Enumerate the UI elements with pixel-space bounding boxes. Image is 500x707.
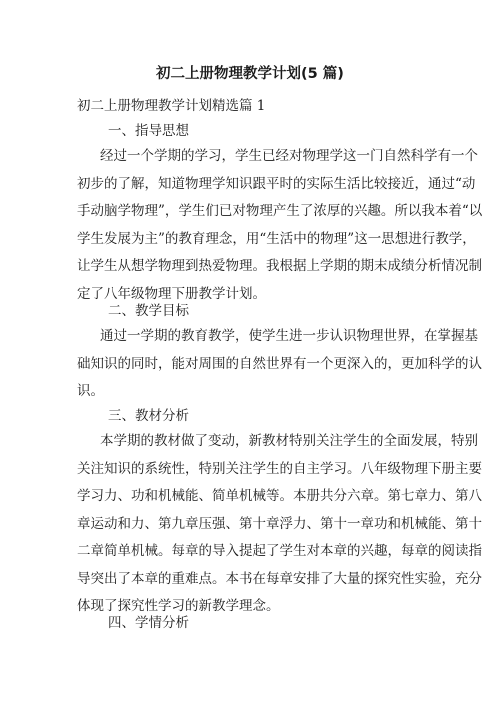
- paragraph-line: 识。: [77, 383, 104, 399]
- paragraph-line: 章运动和力、第九章压强、第十章浮力、第十一章功和机械能、第十: [77, 515, 482, 532]
- paragraph-line: 体现了探究性学习的新教学理念。: [77, 598, 280, 614]
- paragraph-line: 初步的了解，知道物理学知识跟平时的实际生活比较接近，通过“动: [77, 175, 476, 192]
- paragraph-line: 定了八年级物理下册教学计划。: [77, 285, 266, 302]
- paragraph-line: 本学期的教材做了变动，新教材特别关注学生的全面发展，特别: [100, 433, 478, 449]
- paragraph-line: 手动脑学物理”，学生们已对物理产生了浓厚的兴趣。所以我本着“以: [77, 203, 483, 219]
- document-subtitle: 初二上册物理教学计划精选篇 1: [77, 98, 266, 114]
- section-paragraph-teaching-goals: [77, 326, 482, 409]
- section-heading-teaching-goals: 二、教学目标: [108, 303, 189, 319]
- paragraph-line: 学生发展为主”的教育理念，用“生活中的物理”这一思想进行教学，: [77, 230, 476, 247]
- paragraph-line: 二章简单机械。每章的导入提起了学生对本章的兴趣，每章的阅读指: [77, 543, 482, 559]
- section-paragraph-textbook-analysis: [77, 431, 482, 624]
- paragraph-line: 通过一学期的教育教学，使学生进一步认识物理世界，在掌握基: [100, 328, 478, 344]
- section-heading-textbook-analysis: 三、教材分析: [108, 408, 189, 424]
- section-heading-student-analysis: 四、学情分析: [108, 615, 189, 631]
- paragraph-line: 关注知识的系统性，特别关注学生的自主学习。八年级物理下册主要: [77, 460, 482, 477]
- paragraph-line: 学习力、功和机械能、简单机械等。本册共分六章。第七章力、第八: [77, 488, 482, 504]
- paragraph-line: 础知识的同时，能对周围的自然世界有一个更深入的，更加科学的认: [77, 355, 482, 372]
- paragraph-line: 导突出了本章的重难点。本书在每章安排了大量的探究性实验，充分: [77, 570, 482, 587]
- document-title: 初二上册物理教学计划(5 篇): [156, 66, 344, 82]
- section-paragraph-guiding-ideology: [77, 146, 483, 311]
- paragraph-line: 经过一个学期的学习，学生已经对物理学这一门自然科学有一个: [100, 148, 478, 164]
- section-heading-guiding-ideology: 一、指导思想: [108, 123, 189, 139]
- paragraph-line: 让学生从想学物理到热爱物理。我根据上学期的期末成绩分析情况制: [77, 258, 482, 274]
